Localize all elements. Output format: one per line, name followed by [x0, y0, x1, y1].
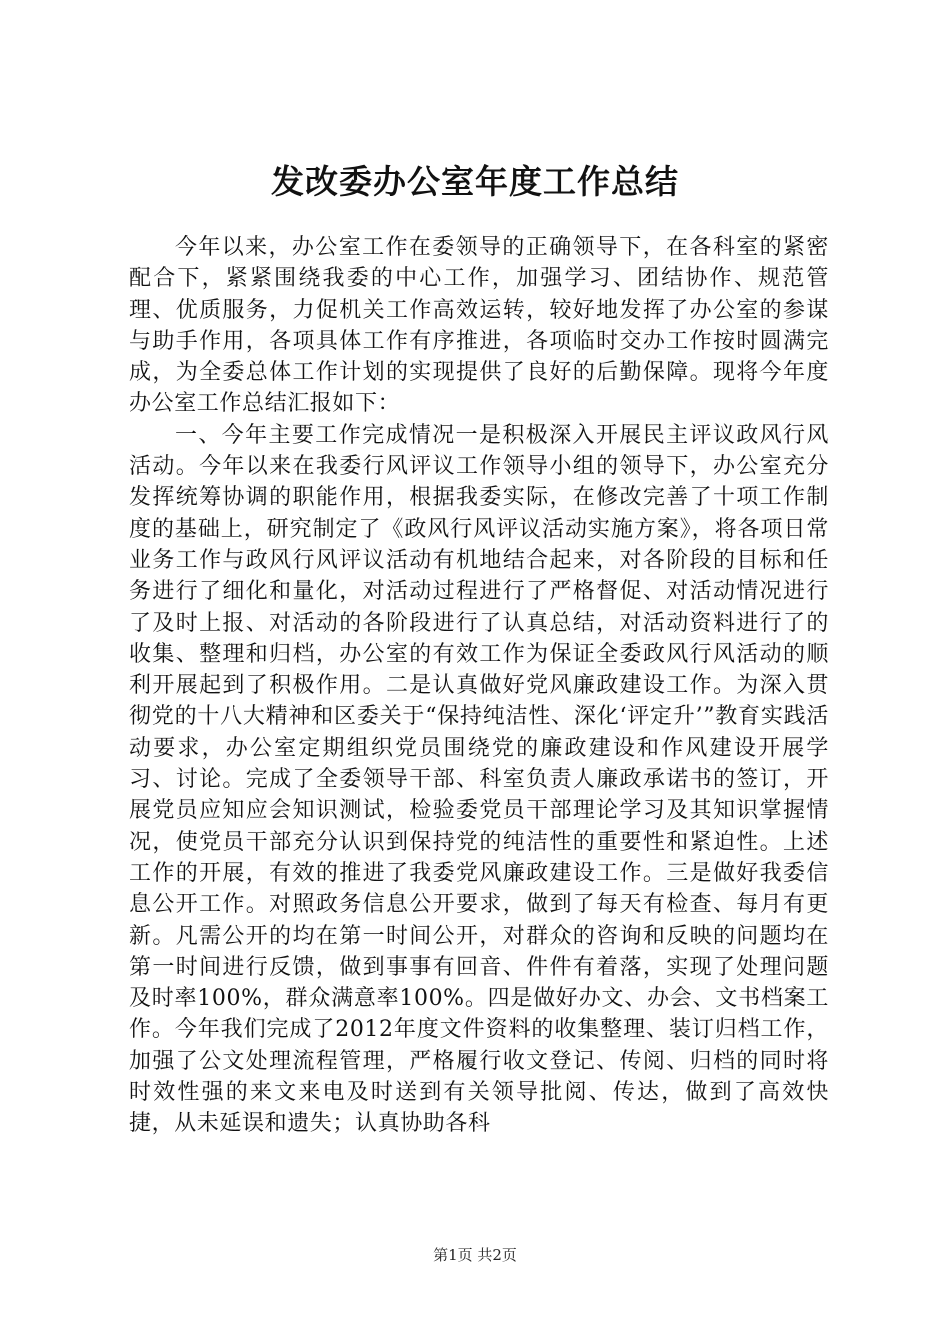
body-paragraph-intro: 今年以来，办公室工作在委领导的正确领导下，在各科室的紧密配合下，紧紧围绕我委的中心工作，加强学习、团结协作、规范管理、优质服务，力促机关工作高效运转，较好地发挥了办公室的参谋与助手作用，各项具体工作有序推进，各项临时交办工作按时圆满完成，为全委总体工作计划的实现提供了良好的后勤保障。现将今年度办公室工作总结汇报如下：	[129, 235, 829, 417]
document-body	[129, 232, 829, 1140]
body-paragraph-main: 一、今年主要工作完成情况一是积极深入开展民主评议政风行风活动。今年以来在我委行风评议工作领导小组的领导下，办公室充分发挥统筹协调的职能作用，根据我委实际，在修改完善了十项工作制度的基础上，研究制定了《政风行风评议活动实施方案》，将各项日常业务工作与政风行风评议活动有机地结合起来，对各阶段的目标和任务进行了细化和量化，对活动过程进行了严格督促、对活动情况进行了及时上报、对活动的各阶段进行了认真总结，对活动资料进行了的收集、整理和归档，办公室的有效工作为保证全委政风行风活动的顺利开展起到了积极作用。二是认真做好党风廉政建设工作。为深入贯彻党的十八大精神和区委关于“保持纯洁性、深化‘评定升’”教育实践活动要求，办公室定期组织党员围绕党的廉政建设和作风建设开展学习、讨论。完成了全委领导干部、科室负责人廉政承诺书的签订，开展党员应知应会知识测试，检验委党员干部理论学习及其知识掌握情况，使党员干部充分认识到保持党的纯洁性的重要性和紧迫性。上述工作的开展，有效的推进了我委党风廉政建设工作。三是做好我委信息公开工作。对照政务信息公开要求，做到了每天有检查、每月有更新。凡需公开的均在第一时间公开，对群众的咨询和反映的问题均在第一时间进行反馈，做到事事有回音、件件有着落，实现了处理问题及时率100%，群众满意率100%。四是做好办文、办会、文书档案工作。今年我们完成了2012年度文件资料的收集整理、装订归档工作，加强了公文处理流程管理，严格履行收文登记、传阅、归档的同时将时效性强的来文来电及时送到有关领导批阅、传达，做到了高效快捷，从未延误和遗失；认真协助各科	[129, 422, 829, 1137]
document-title: 发改委办公室年度工作总结	[271, 162, 679, 201]
page-footer: 第1页 共2页	[433, 1246, 517, 1264]
